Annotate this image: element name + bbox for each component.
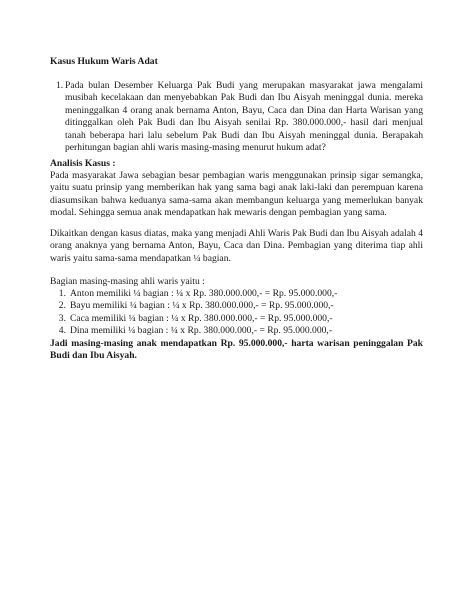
analysis-heading: Analisis Kasus :: [50, 158, 116, 169]
question-number: 1.: [56, 80, 64, 91]
list-item: [50, 288, 423, 300]
list-item-number: 4.: [58, 325, 66, 337]
list-item-number: 2.: [58, 300, 66, 312]
question-item: [56, 80, 423, 155]
question-text: Pada bulan Desember Keluarga Pak Budi yang merupakan masyarakat jawa mengalami musibah kecelakaan dan menyebabkan Pak Budi dan Ibu Aisyah meninggal dunia. mereka meninggalkan 4 orang anak bernama Anton, Bayu, Caca dan Dina dan Harta Warisan yang ditinggalkan oleh Pak Budi dan Ibu Aisyah senilai Rp. 380.000.000,- hasil dari menjual tanah beberapa hari lalu sebelum Pak Budi dan Ibu Aisyah meninggal dunia. Berapakah perhitungan bagian ahli waris masing-masing menurut hukum adat?: [65, 80, 423, 154]
shares-list: [50, 288, 423, 338]
list-item-text: Caca memiliki ¼ bagian : ¼ x Rp. 380.000.000,- = Rp. 95.000.000,-: [70, 312, 333, 324]
list-item-number: 3.: [58, 312, 66, 324]
list-item-text: Bayu memiliki ¼ bagian : ¼ x Rp. 380.000.000,- = Rp. 95.000.000,-: [70, 300, 334, 312]
conclusion-text: Jadi masing-masing anak mendapatkan Rp. 95.000.000,- harta warisan peninggalan Pak Budi dan Ibu Aisyah.: [50, 338, 423, 362]
shares-heading: Bagian masing-masing ahli waris yaitu :: [50, 276, 205, 287]
list-item: [50, 313, 423, 325]
document-title: Kasus Hukum Waris Adat: [50, 56, 158, 67]
list-item-text: Anton memiliki ¼ bagian : ¼ x Rp. 380.000.000,- = Rp. 95.000.000,-: [70, 288, 338, 299]
list-item: [50, 300, 423, 312]
analysis-paragraph-2: Dikaitkan dengan kasus diatas, maka yang menjadi Ahli Waris Pak Budi dan Ibu Aisyah adalah 4 orang anaknya yang bernama Anton, Bayu, Caca dan Dina. Pembagian yang diterima tiap ahli waris yaitu sama-sama mendapatkan ¼ bagian.: [50, 228, 423, 264]
list-item-number: 1.: [58, 288, 66, 299]
list-item-text: Dina memiliki ¼ bagian : ¼ x Rp. 380.000.000,- = Rp. 95.000.000,-: [70, 325, 333, 337]
list-item: [50, 325, 423, 337]
analysis-paragraph-1: Pada masyarakat Jawa sebagian besar pembagian waris menggunakan prinsip sigar semangka, yaitu suatu prinsip yang memberikan hak yang sama bagi anak laki-laki dan perempuan karena diasumsikan bahwa keduanya sama-sama akan membangun keluarga yang memerlukan banyak modal. Sehingga semua anak mendapatkan hak mewaris dengan pembagian yang sama.: [50, 170, 423, 219]
